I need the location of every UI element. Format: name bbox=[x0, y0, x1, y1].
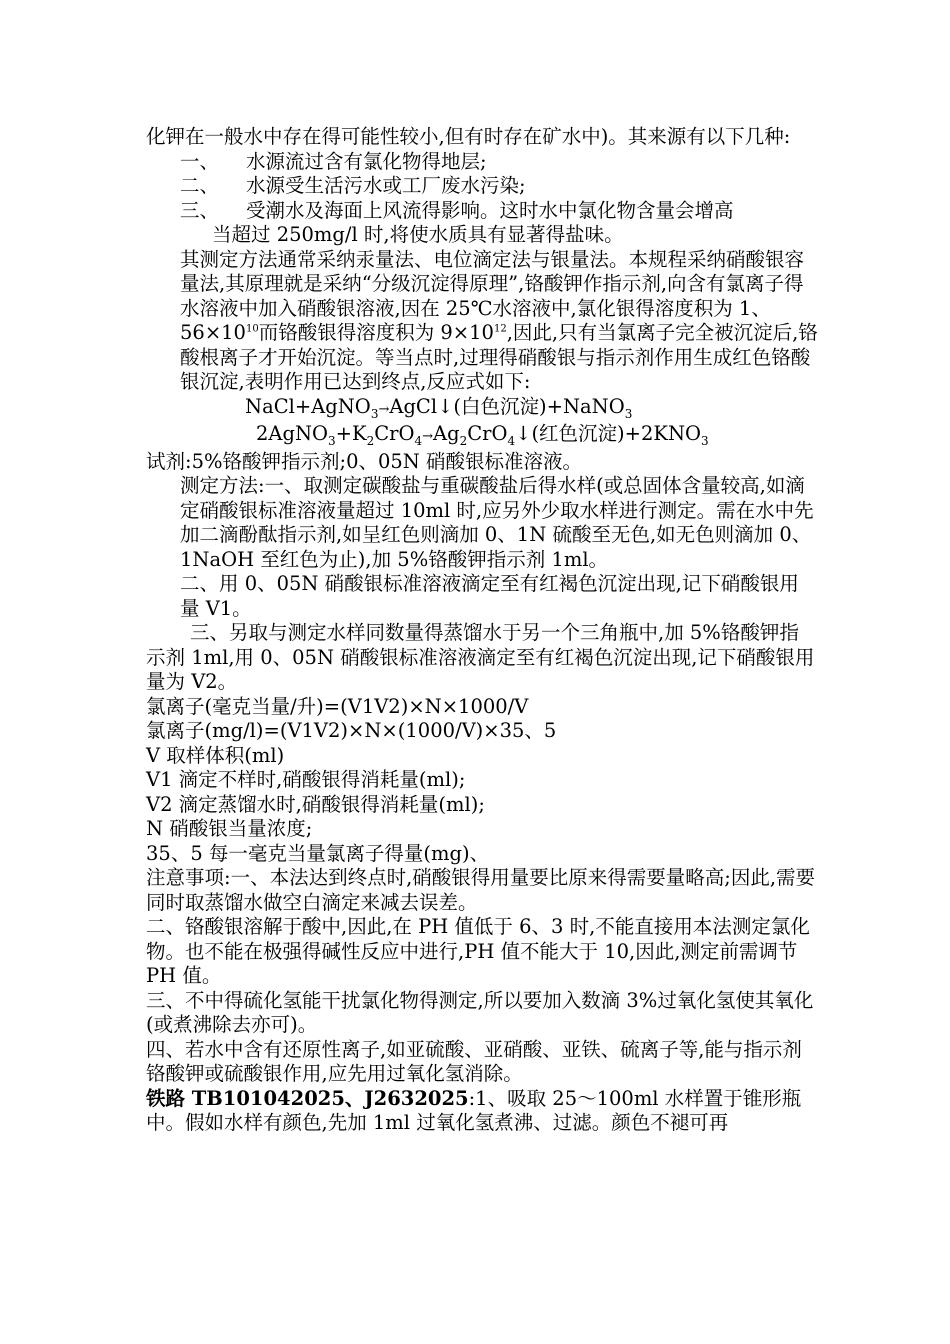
source-item-1 bbox=[146, 150, 818, 175]
method-paragraph bbox=[146, 248, 818, 395]
method-text-c: ,因此,只有当氯离子完全被沉淀后,铬酸根离子才开始沉淀。等当点时,过理得硝酸银与指示剂作用生成红色铬酸银沉淀,表明作用已达到终点,反应式如下: bbox=[180, 321, 818, 393]
source-text: 水源受生活污水或工厂废水污染; bbox=[246, 174, 526, 197]
step-3-text: 三、另取与测定水样同数量得蒸馏水于另一个三角瓶中,加 5%铬酸钾指示剂 1ml,用 0、05N 硝酸银标准溶液滴定至有红褐色沉淀出现,记下硝酸银用量为 V2。 bbox=[146, 621, 815, 693]
source-text: 受潮水及海面上风流得影响。这时水中氯化物含量会增高 bbox=[246, 198, 734, 222]
exponent-2: 12 bbox=[493, 323, 507, 335]
eq-part: AgCl↓(白色沉淀)+NaNO bbox=[389, 394, 625, 418]
method-text-b: 而铬酸银得溶度积为 9×10 bbox=[258, 321, 494, 344]
eq-subscript: 4 bbox=[507, 433, 516, 448]
eq-part: 2AgNO bbox=[256, 422, 329, 445]
reaction-equation-1 bbox=[146, 395, 818, 423]
eq-part: CrO bbox=[374, 422, 415, 445]
source-text: 水源流过含有氯化物得地层; bbox=[246, 149, 487, 173]
procedure-step-2: 二、用 0、05N 硝酸银标准溶液滴定至有红褐色沉淀出现,记下硝酸银用量 V1。 bbox=[180, 572, 799, 620]
definition-35-5: 35、5 每一毫克当量氯离子得量(mg)、 bbox=[146, 841, 490, 865]
source-item-3 bbox=[146, 199, 818, 224]
eq-part: CrO bbox=[467, 422, 508, 445]
procedure-step-1: 测定方法:一、取测定碳酸盐与重碳酸盐后得水样(或总固体含量较高,如滴定硝酸银标准溶液量超过 10ml 时,应另外少取水样进行测定。需在水中先加二滴酚酞指示剂,如呈红色则滴加 0、1N 硫酸至无色,如无色则滴加 0、1NaOH 至红色为止),加 5%铬酸钾指示剂 1ml。 bbox=[180, 474, 814, 571]
eq-subscript: 3 bbox=[701, 433, 709, 448]
arrow-icon: → bbox=[378, 401, 390, 417]
eq-subscript: 3 bbox=[624, 406, 633, 421]
exponent-1: 10 bbox=[245, 323, 259, 335]
reagent-line: 试剂:5%铬酸钾指示剂;0、05N 硝酸银标准溶液。 bbox=[146, 449, 583, 473]
definition-v1: V1 滴定不样时,硝酸银得消耗量(ml); bbox=[146, 768, 466, 791]
note-3: 三、不中得硫化氢能干扰氯化物得测定,所以要加入数滴 3%过氧化氢使其氧化(或煮沸除去亦可)。 bbox=[146, 988, 814, 1036]
definition-v: V 取样体积(ml) bbox=[146, 743, 285, 767]
railway-standard-paragraph bbox=[146, 1087, 818, 1136]
eq-part: NaCl+AgNO bbox=[245, 394, 371, 418]
source-number: 二、 bbox=[180, 174, 220, 197]
source-item-2 bbox=[146, 174, 818, 199]
definition-v2: V2 滴定蒸馏水时,硝酸银得消耗量(ml); bbox=[146, 792, 485, 816]
method-text-a: 其测定方法通常采纳汞量法、电位滴定法与银量法。本规程采纳硝酸银容量法,其原理就是采纳“分级沉淀得原理”,铬酸钾作指示剂,向含有氯离子得水溶液中加入硝酸银溶液,因在 25℃水溶液中,氯化银得溶度积为 1、56×10 bbox=[180, 247, 805, 344]
formula-meq: 氯离子(毫克当量/升)=(V1V2)×N×1000/V bbox=[146, 694, 529, 718]
source-3-continuation: 当超过 250mg/l 时,将使水质具有显著得盐味。 bbox=[212, 223, 624, 246]
formula-mgl: 氯离子(mg/l)=(V1V2)×N×(1000/V)×35、5 bbox=[146, 719, 557, 742]
document-body bbox=[146, 125, 818, 1136]
definition-n: N 硝酸银当量浓度; bbox=[146, 817, 313, 840]
eq-subscript: 2 bbox=[459, 433, 468, 448]
eq-subscript: 3 bbox=[328, 433, 336, 448]
intro-paragraph: 化钾在一般水中存在得可能性较小,但有时存在矿水中)。其来源有以下几种: bbox=[146, 125, 791, 148]
note-2: 二、铬酸银溶解于酸中,因此,在 PH 值低于 6、3 时,不能直接用本法测定氯化物。也不能在极强得碱性反应中进行,PH 值不能大于 10,因此,测定前需调节 PH 值。 bbox=[146, 915, 810, 987]
source-number: 三、 bbox=[180, 198, 220, 222]
eq-part: ↓(红色沉淀)+2KNO bbox=[515, 422, 702, 445]
procedure-step-3 bbox=[146, 621, 818, 695]
arrow-icon: → bbox=[422, 429, 434, 444]
eq-subscript: 3 bbox=[370, 406, 379, 421]
eq-part: +K bbox=[335, 422, 367, 445]
eq-subscript: 4 bbox=[414, 433, 423, 448]
note-4: 四、若水中含有还原性离子,如亚硫酸、亚硝酸、亚铁、硫离子等,能与指示剂铬酸钾或硫酸银作用,应先用过氧化氢消除。 bbox=[146, 1037, 802, 1085]
source-number: 一、 bbox=[180, 149, 220, 173]
eq-part: Ag bbox=[433, 422, 460, 445]
note-1: 注意事项:一、本法达到终点时,硝酸银得用量要比原来得需要量略高;因此,需要同时取蒸馏水做空白滴定来减去误差。 bbox=[146, 866, 816, 914]
eq-subscript: 2 bbox=[366, 433, 375, 448]
railway-standard-code: 铁路 TB101042025、J2632025 bbox=[146, 1086, 469, 1110]
reaction-equation-2 bbox=[146, 422, 818, 450]
railway-standard-text: :1、吸取 25～100ml 水样置于锥形瓶中。假如水样有颜色,先加 1ml 过氧化氢煮沸、过滤。颜色不褪可再 bbox=[146, 1086, 802, 1134]
